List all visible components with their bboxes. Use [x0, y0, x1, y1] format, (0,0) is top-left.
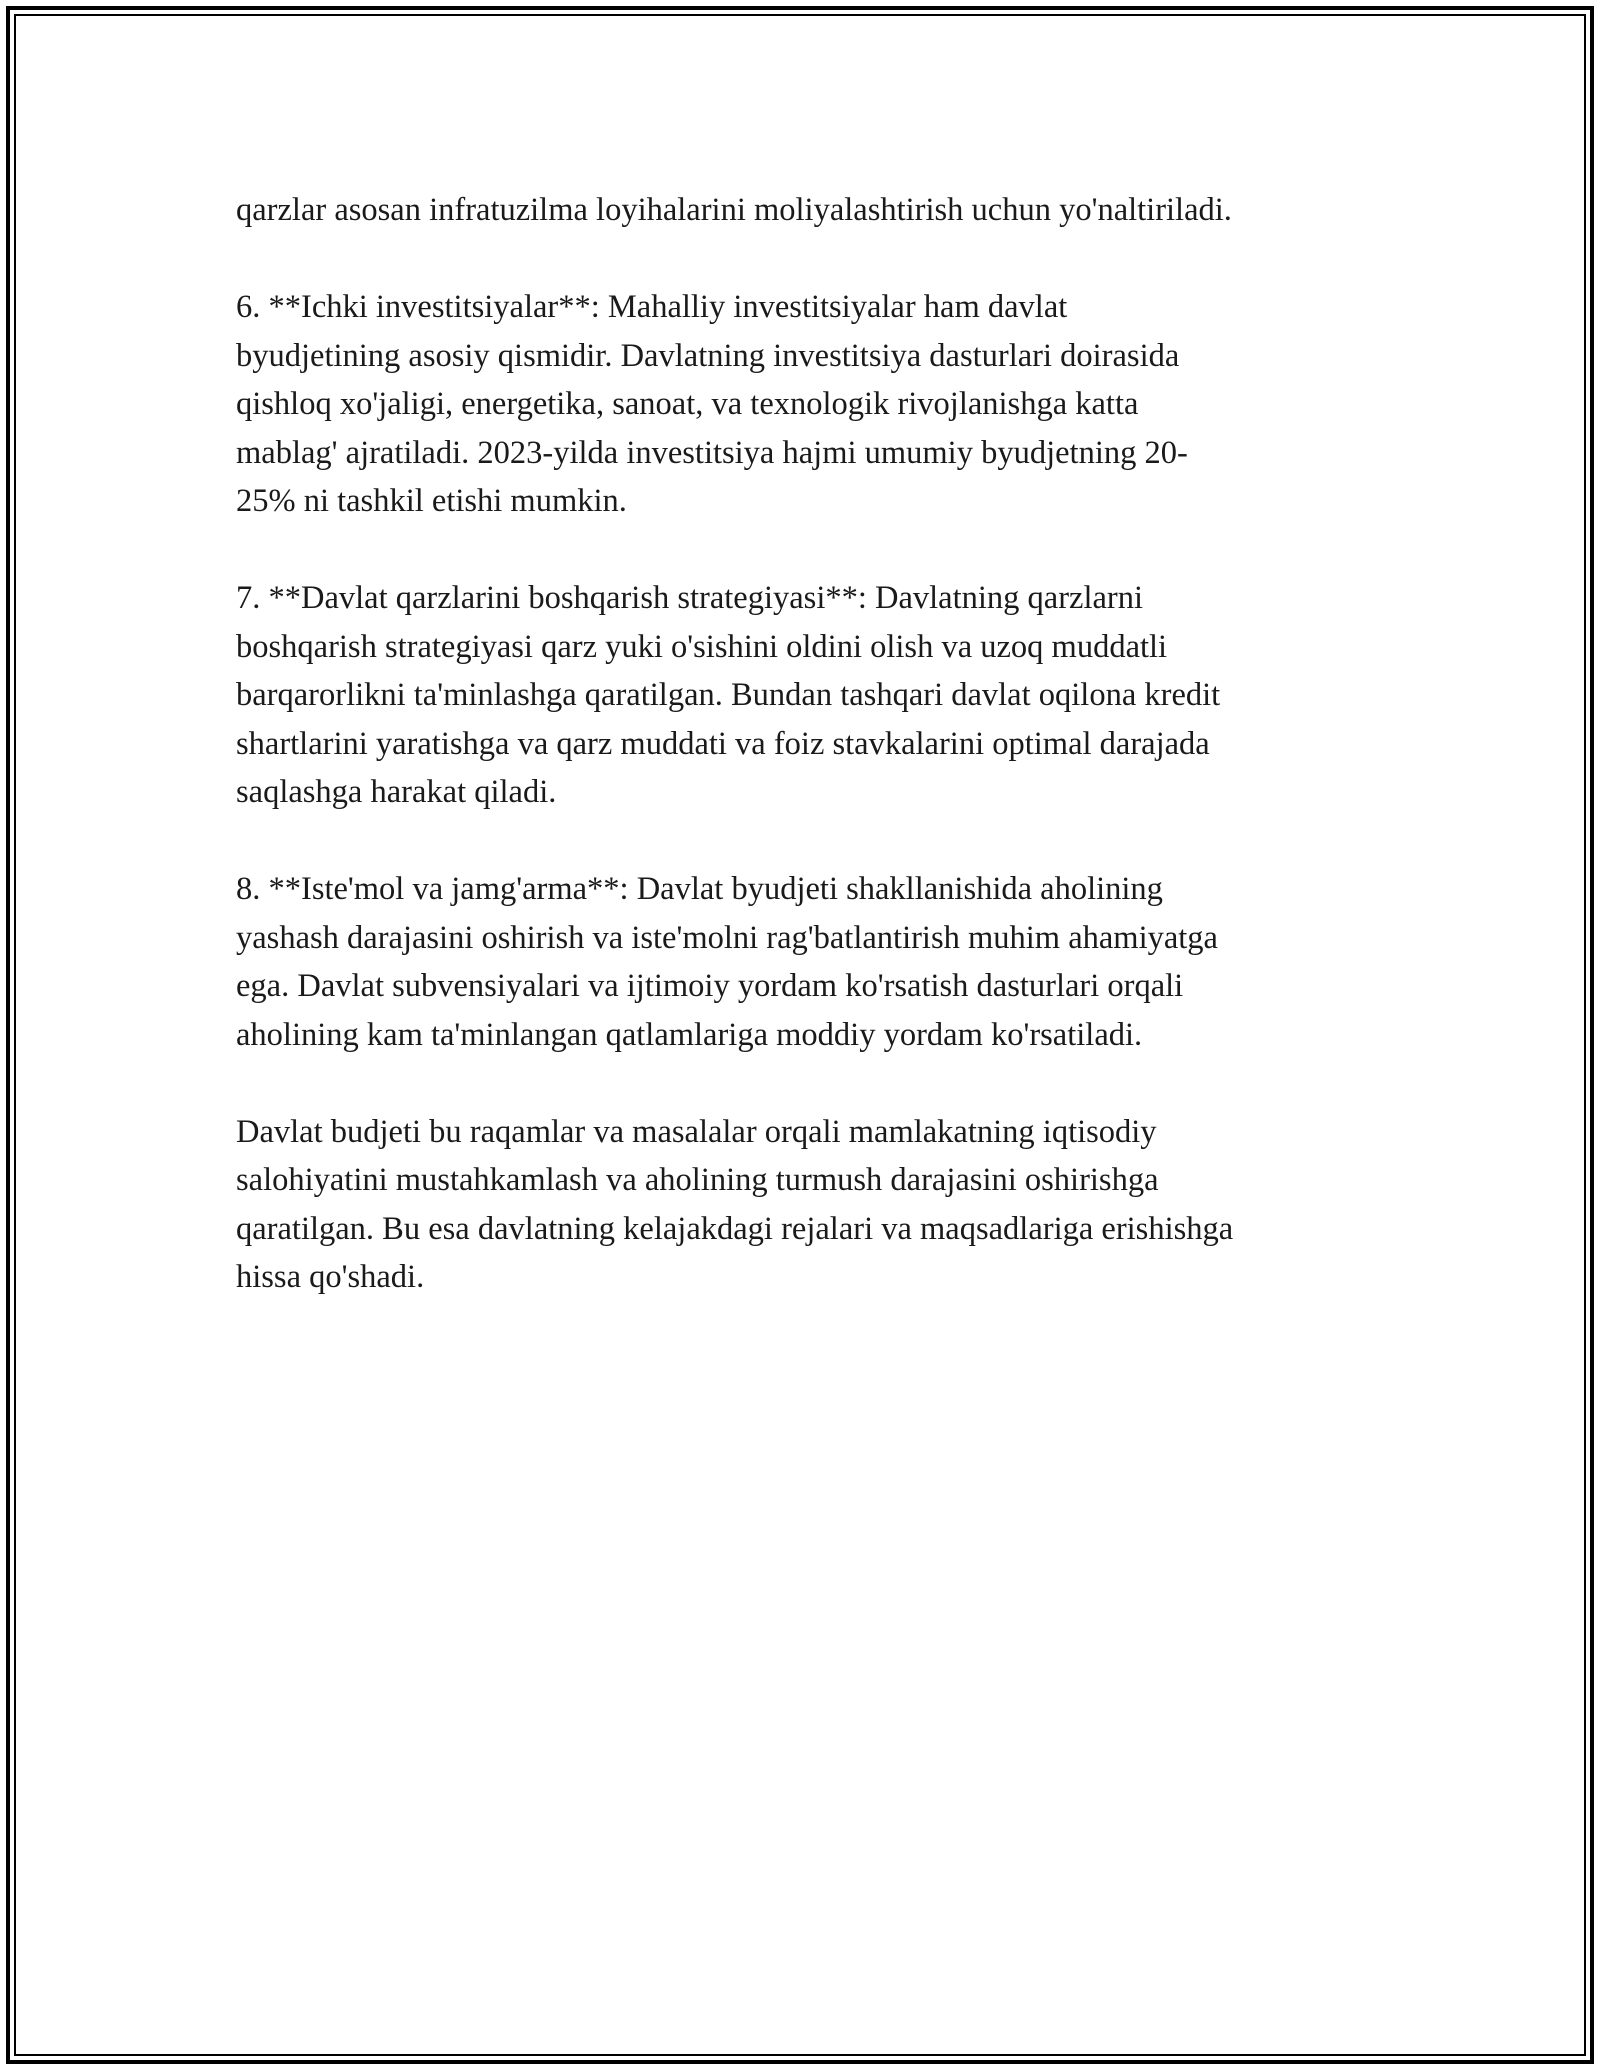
paragraph-item-6: 6. **Ichki investitsiyalar**: Mahalliy investitsiyalar ham davlat byudjetining asosiy qismidir. Davlatning investitsiya dasturlari doirasida qishloq xo'jaligi, energetika, sanoat, va texnologik rivojlanishga katta mablag' ajratiladi. 2023-yilda investitsiya hajmi umumiy byudjetning 20- 25% ni tashkil etishi mumkin.: [236, 289, 1188, 519]
paragraph-item-7: 7. **Davlat qarzlarini boshqarish strategiyasi**: Davlatning qarzlarni boshqarish strategiyasi qarz yuki o'sishini oldini olish va uzoq muddatli barqarorlikni ta'minlashga qaratilgan. Bundan tashqari davlat oqilona kredit shartlarini yaratishga va qarz muddati va foiz stavkalarini optimal darajada saqlashga harakat qiladi.: [236, 580, 1221, 810]
document-body: [236, 186, 1366, 1350]
paragraph-conclusion: Davlat budjeti bu raqamlar va masalalar orqali mamlakatning iqtisodiy salohiyatini mustahkamlash va aholining turmush darajasini oshirishga qaratilgan. Bu esa davlatning kelajakdagi rejalari va maqsadlariga erishishga hissa qo'shadi.: [236, 1113, 1234, 1295]
paragraph-continuation: qarzlar asosan infratuzilma loyihalarini moliyalashtirish uchun yo'naltiriladi.: [236, 192, 1232, 228]
paragraph-item-8: 8. **Iste'mol va jamg'arma**: Davlat byudjeti shakllanishida aholining yashash darajasini oshirish va iste'molni rag'batlantirish muhim ahamiyatga ega. Davlat subvensiyalari va ijtimoiy yordam ko'rsatish dasturlari orqali aholining kam ta'minlangan qatlamlariga moddiy yordam ko'rsatiladi.: [236, 871, 1218, 1053]
